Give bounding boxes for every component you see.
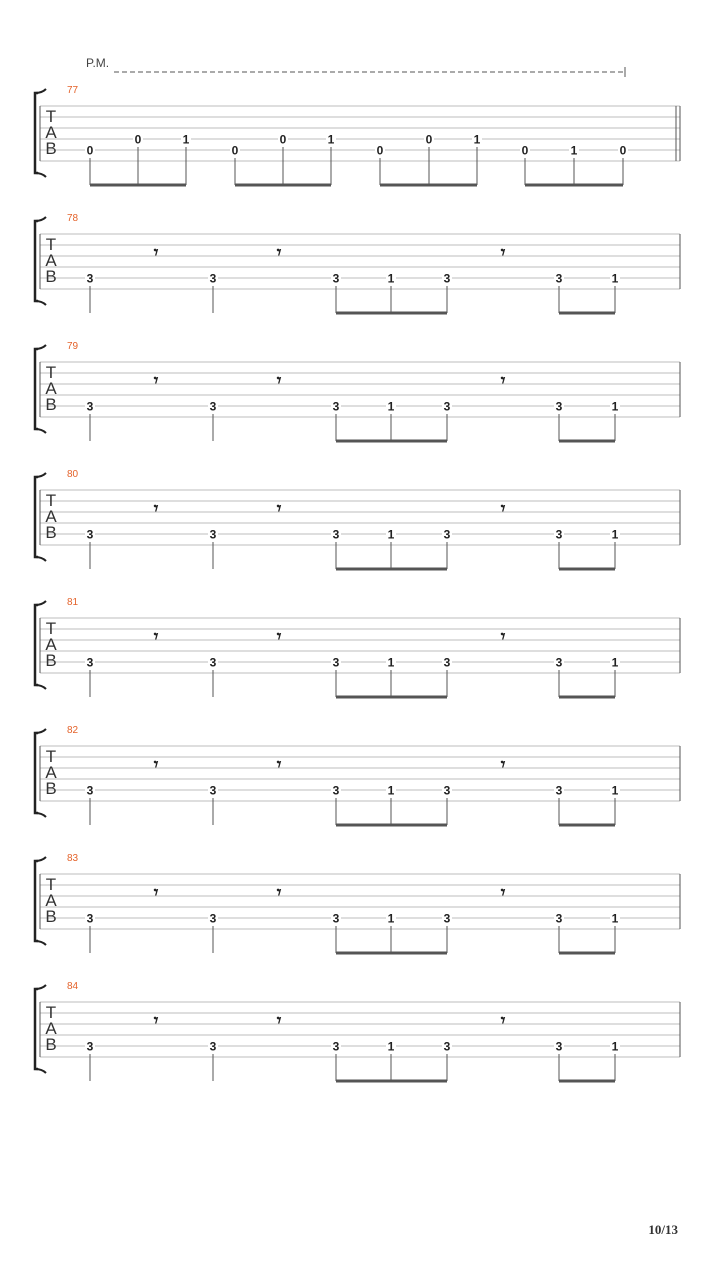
tab-clef-letter: T	[45, 747, 57, 766]
tab-system	[35, 725, 680, 825]
system-bracket	[35, 221, 38, 301]
eighth-rest-icon: 𝄾	[153, 499, 159, 519]
bracket-bottom-hook	[35, 941, 46, 945]
bracket-bottom-hook	[35, 557, 46, 561]
tab-clef-letter: B	[45, 395, 57, 414]
bracket-bottom-hook	[35, 685, 46, 689]
eighth-rest-icon: 𝄾	[153, 243, 159, 263]
fret-number: 3	[209, 1039, 217, 1054]
fret-number: 3	[555, 271, 563, 286]
eighth-rest-icon: 𝄾	[500, 499, 506, 519]
bracket-bottom-hook	[35, 301, 46, 305]
tab-clef-letter: A	[45, 763, 57, 782]
fret-number: 3	[86, 655, 94, 670]
system-bracket	[35, 861, 38, 941]
tab-clef-letter: A	[45, 507, 57, 526]
bracket-top-hook	[35, 217, 46, 221]
fret-number: 3	[86, 911, 94, 926]
fret-number: 3	[209, 271, 217, 286]
fret-number: 3	[555, 1039, 563, 1054]
fret-number: 3	[555, 655, 563, 670]
tab-clef-letter: B	[45, 267, 57, 286]
bracket-top-hook	[35, 601, 46, 605]
system-bracket	[35, 349, 38, 429]
eighth-rest-icon: 𝄾	[276, 755, 282, 775]
tab-clef-letter: T	[45, 363, 57, 382]
fret-number: 0	[521, 143, 529, 158]
fret-number: 1	[387, 271, 395, 286]
tab-clef-letter: T	[45, 491, 57, 510]
tab-clef-letter: B	[45, 651, 57, 670]
bracket-top-hook	[35, 985, 46, 989]
bracket-bottom-hook	[35, 813, 46, 817]
tab-clef-letter: B	[45, 779, 57, 798]
eighth-rest-icon: 𝄾	[500, 883, 506, 903]
system-bracket	[35, 989, 38, 1069]
fret-number: 1	[387, 783, 395, 798]
fret-number: 1	[473, 132, 481, 147]
fret-number: 1	[611, 911, 619, 926]
fret-number: 0	[619, 143, 627, 158]
fret-number: 3	[332, 1039, 340, 1054]
tab-system	[35, 56, 680, 185]
measure-number: 79	[67, 341, 79, 352]
fret-number: 3	[332, 271, 340, 286]
tab-clef-letter: T	[45, 619, 57, 638]
fret-number: 3	[332, 399, 340, 414]
tab-clef-letter: B	[45, 907, 57, 926]
fret-number: 3	[555, 911, 563, 926]
fret-number: 0	[279, 132, 287, 147]
measure-number: 83	[67, 853, 79, 864]
eighth-rest-icon: 𝄾	[500, 1011, 506, 1031]
fret-number: 3	[443, 527, 451, 542]
fret-number: 3	[86, 527, 94, 542]
tab-system	[35, 597, 680, 697]
eighth-rest-icon: 𝄾	[500, 243, 506, 263]
tab-clef-letter: B	[45, 139, 57, 158]
eighth-rest-icon: 𝄾	[153, 627, 159, 647]
eighth-rest-icon: 𝄾	[500, 371, 506, 391]
tab-clef-letter: A	[45, 123, 57, 142]
tab-clef-letter: T	[45, 107, 57, 126]
tab-system	[35, 981, 680, 1081]
fret-number: 1	[611, 783, 619, 798]
measure-number: 80	[67, 469, 79, 480]
eighth-rest-icon: 𝄾	[276, 371, 282, 391]
fret-number: 0	[376, 143, 384, 158]
page-number: 10/13	[648, 1222, 678, 1237]
fret-number: 1	[611, 271, 619, 286]
fret-number: 1	[387, 399, 395, 414]
measure-number: 82	[67, 725, 79, 736]
fret-number: 1	[327, 132, 335, 147]
fret-number: 0	[86, 143, 94, 158]
eighth-rest-icon: 𝄾	[276, 627, 282, 647]
tab-clef-letter: A	[45, 251, 57, 270]
fret-number: 1	[611, 1039, 619, 1054]
fret-number: 3	[332, 783, 340, 798]
fret-number: 1	[611, 399, 619, 414]
fret-number: 0	[134, 132, 142, 147]
measure-number: 81	[67, 597, 79, 608]
fret-number: 3	[555, 399, 563, 414]
tab-clef-letter: A	[45, 379, 57, 398]
eighth-rest-icon: 𝄾	[276, 499, 282, 519]
fret-number: 0	[425, 132, 433, 147]
fret-number: 3	[209, 527, 217, 542]
measure-number: 84	[67, 981, 79, 992]
fret-number: 3	[209, 655, 217, 670]
eighth-rest-icon: 𝄾	[276, 243, 282, 263]
bracket-bottom-hook	[35, 429, 46, 433]
tab-clef-letter: A	[45, 891, 57, 910]
eighth-rest-icon: 𝄾	[276, 1011, 282, 1031]
tab-system	[35, 469, 680, 569]
fret-number: 1	[570, 143, 578, 158]
eighth-rest-icon: 𝄾	[153, 883, 159, 903]
fret-number: 3	[209, 911, 217, 926]
measure-number: 77	[67, 85, 79, 96]
fret-number: 3	[86, 399, 94, 414]
fret-number: 1	[387, 527, 395, 542]
fret-number: 3	[86, 783, 94, 798]
fret-number: 3	[443, 655, 451, 670]
tab-clef-letter: B	[45, 1035, 57, 1054]
fret-number: 3	[86, 1039, 94, 1054]
tab-clef-letter: T	[45, 875, 57, 894]
bracket-bottom-hook	[35, 173, 46, 177]
tab-clef-letter: T	[45, 235, 57, 254]
bracket-top-hook	[35, 857, 46, 861]
eighth-rest-icon: 𝄾	[276, 883, 282, 903]
tab-system	[35, 213, 680, 313]
system-bracket	[35, 605, 38, 685]
tab-clef-letter: A	[45, 1019, 57, 1038]
fret-number: 3	[443, 783, 451, 798]
system-bracket	[35, 477, 38, 557]
fret-number: 3	[209, 399, 217, 414]
tab-system	[35, 341, 680, 441]
system-bracket	[35, 93, 38, 173]
fret-number: 1	[611, 655, 619, 670]
tab-clef-letter: B	[45, 523, 57, 542]
fret-number: 3	[332, 655, 340, 670]
fret-number: 0	[231, 143, 239, 158]
fret-number: 1	[182, 132, 190, 147]
fret-number: 3	[555, 527, 563, 542]
fret-number: 3	[332, 527, 340, 542]
bracket-top-hook	[35, 89, 46, 93]
bracket-bottom-hook	[35, 1069, 46, 1073]
fret-number: 1	[611, 527, 619, 542]
fret-number: 3	[443, 399, 451, 414]
fret-number: 3	[209, 783, 217, 798]
fret-number: 3	[443, 271, 451, 286]
fret-number: 3	[443, 1039, 451, 1054]
bracket-top-hook	[35, 473, 46, 477]
eighth-rest-icon: 𝄾	[153, 371, 159, 391]
eighth-rest-icon: 𝄾	[153, 755, 159, 775]
bracket-top-hook	[35, 345, 46, 349]
system-bracket	[35, 733, 38, 813]
fret-number: 3	[86, 271, 94, 286]
tab-clef-letter: T	[45, 1003, 57, 1022]
measure-number: 78	[67, 213, 79, 224]
fret-number: 3	[443, 911, 451, 926]
tab-clef-letter: A	[45, 635, 57, 654]
fret-number: 3	[332, 911, 340, 926]
eighth-rest-icon: 𝄾	[500, 627, 506, 647]
fret-number: 1	[387, 655, 395, 670]
eighth-rest-icon: 𝄾	[153, 1011, 159, 1031]
fret-number: 1	[387, 911, 395, 926]
bracket-top-hook	[35, 729, 46, 733]
tab-system	[35, 853, 680, 953]
palm-mute-label: P.M.	[86, 56, 110, 70]
fret-number: 3	[555, 783, 563, 798]
tab-systems	[35, 56, 680, 1081]
fret-number: 1	[387, 1039, 395, 1054]
eighth-rest-icon: 𝄾	[500, 755, 506, 775]
